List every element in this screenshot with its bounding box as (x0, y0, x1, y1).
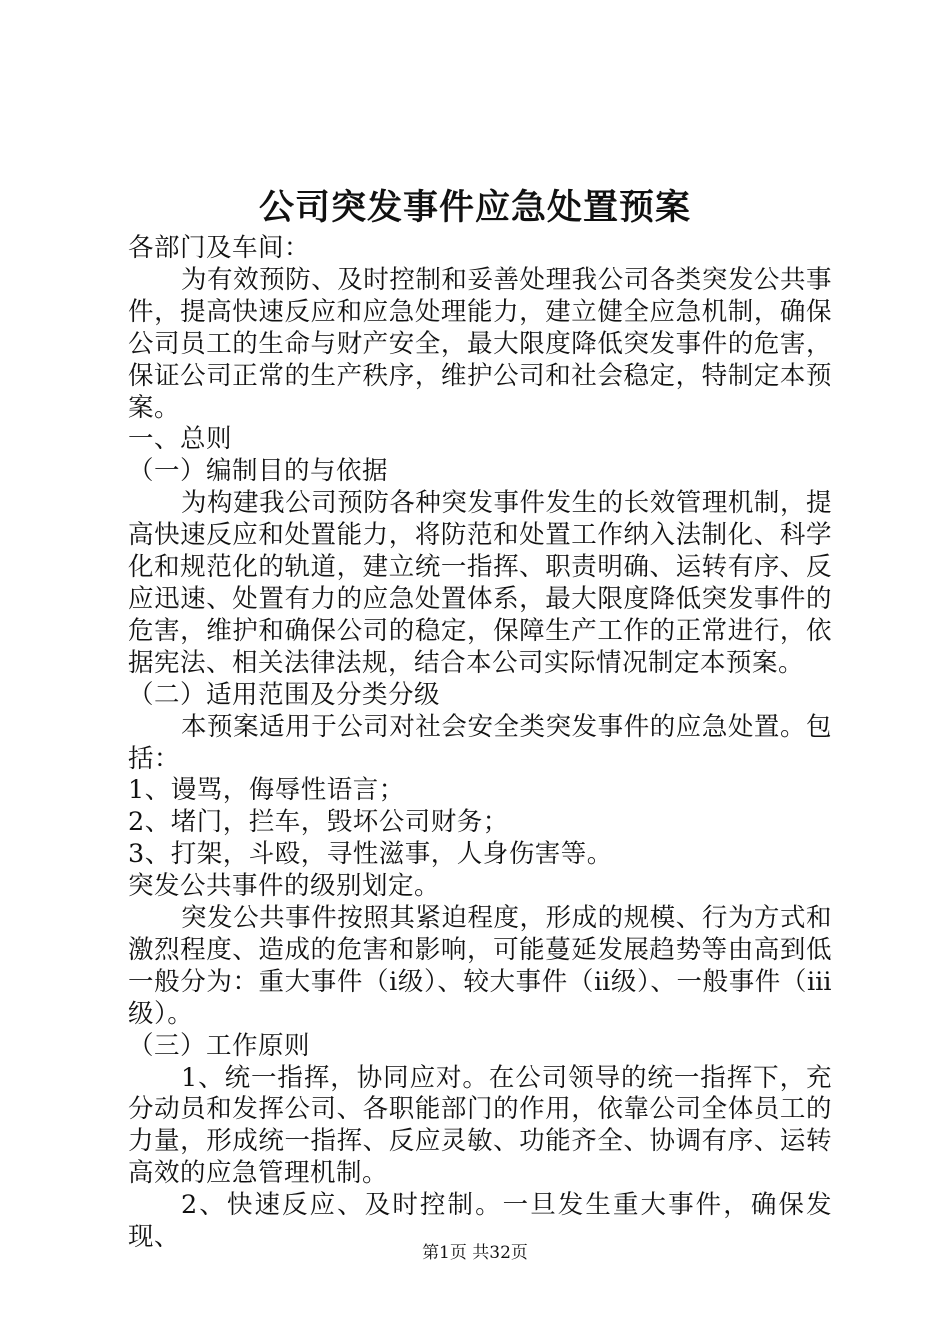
subsection-heading-purpose: （一）编制目的与依据 (128, 456, 389, 487)
list-item: 2、堵门，拦车，毁坏公司财务； (128, 807, 509, 838)
subsection-heading-principles: （三）工作原则 (128, 1030, 311, 1061)
principle-paragraph: 1、统一指挥，协同应对。在公司领导的统一指挥下，充分动员和发挥公司、各职能部门的作用，依靠公司全体员工的力量，形成统一指挥、反应灵敏、功能齐全、协调有序、运转高效的应急管理机制。 (128, 1062, 832, 1189)
salutation: 各部门及车间： (128, 233, 311, 263)
document-body (128, 233, 832, 1254)
intro-paragraph: 为有效预防、及时控制和妥善处理我公司各类突发公共事件，提高快速反应和应急处理能力，建立健全应急机制，确保公司员工的生命与财产安全，最大限度降低突发事件的危害，保证公司正常的生产秩序，维护公司和社会稳定，特制定本预案。 (128, 264, 832, 423)
level-paragraph: 突发公共事件按照其紧迫程度，形成的规模、行为方式和激烈程度、造成的危害和影响，可能蔓延发展趋势等由高到低一般分为：重大事件（ⅰ级）、较大事件（ⅱ级）、一般事件（ⅲ级）。 (128, 903, 832, 1029)
document-title: 公司突发事件应急处置预案 (258, 187, 691, 228)
principle-paragraph: 2、快速反应、及时控制。一旦发生重大事件，确保发现、 (128, 1190, 832, 1253)
list-item: 3、打架，斗殴，寻性滋事，人身伤害等。 (128, 839, 613, 870)
subsection-heading-scope: （二）适用范围及分类分级 (128, 679, 441, 710)
list-item: 1、谩骂，侮辱性语言； (128, 775, 405, 806)
page-footer: 第1页 共32页 (422, 1243, 528, 1263)
scope-paragraph: 本预案适用于公司对社会安全类突发事件的应急处置。包括： (128, 711, 832, 774)
purpose-paragraph: 为构建我公司预防各种突发事件发生的长效管理机制，提高快速反应和处置能力，将防范和处置工作纳入法制化、科学化和规范化的轨道，建立统一指挥、职责明确、运转有序、反应迅速、处置有力的应急处置体系，最大限度降低突发事件的危害，维护和确保公司的稳定，保障生产工作的正常进行，依据宪法、相关法律法规，结合本公司实际情况制定本预案。 (128, 488, 832, 678)
section-heading-general: 一、总则 (128, 424, 233, 455)
level-heading: 突发公共事件的级别划定。 (128, 871, 441, 902)
